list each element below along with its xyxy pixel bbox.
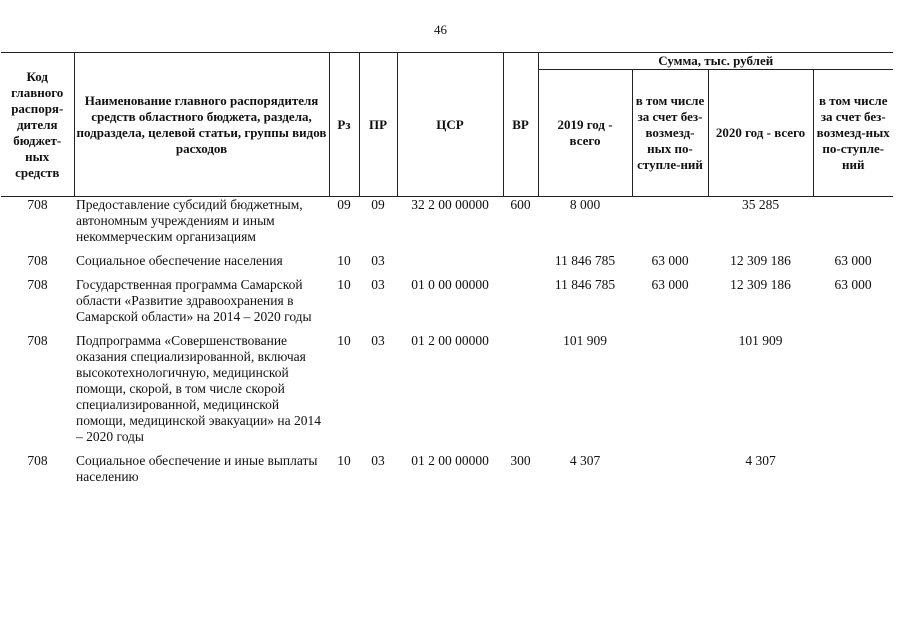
cell-2019-total: 8 000 (569, 197, 601, 212)
budget-table (1, 52, 893, 485)
table-row (1, 333, 893, 445)
cell-2019-total: 11 846 785 (554, 277, 616, 292)
header-name: Наименование главного распорядителя средств областного бюджета, раздела, подраздела, целевой статьи, группы видов расходов (74, 53, 329, 197)
cell-csr: 01 2 00 00000 (411, 333, 489, 348)
cell-name: Государственная программа Самарской области «Развитие здравоохранения в Самарской области» на 2014 – 2020 годы (76, 277, 312, 324)
cell-2020-free (813, 453, 893, 485)
cell-2019-total: 101 909 (563, 333, 607, 348)
cell-vr: 300 (510, 453, 531, 468)
cell-code: 708 (27, 277, 48, 292)
cell-vr (503, 333, 538, 445)
page-number: 46 (434, 22, 447, 37)
cell-csr: 01 2 00 00000 (411, 453, 489, 468)
cell-name: Предоставление субсидий бюджетным, автономным учреждениям и иным некоммерческим организациям (76, 197, 303, 244)
cell-code: 708 (27, 333, 48, 348)
cell-2019-total: 4 307 (569, 453, 601, 468)
cell-pr: 09 (371, 197, 385, 212)
cell-2020-free (813, 333, 893, 445)
cell-code: 708 (27, 453, 48, 468)
header-vr: ВР (503, 53, 538, 197)
cell-2020-total: 4 307 (745, 453, 776, 468)
cell-code: 708 (27, 197, 48, 212)
cell-rz: 10 (337, 453, 351, 468)
cell-csr (397, 253, 503, 269)
cell-2019-free: 63 000 (651, 277, 689, 292)
table-row (1, 453, 893, 485)
cell-rz: 09 (337, 197, 351, 212)
cell-pr: 03 (371, 277, 385, 292)
table-row (1, 197, 893, 246)
cell-pr: 03 (371, 253, 385, 268)
header-2020-total: 2020 год - всего (708, 70, 813, 197)
header-rz: Рз (329, 53, 359, 197)
cell-2020-total: 101 909 (738, 333, 783, 348)
header-2020-free: в том числе за счет без-возмезд-ных по-ступле-ний (813, 70, 893, 197)
header-code: Код главного распоря-дителя бюджет-ных средств (1, 53, 74, 197)
table-row (1, 253, 893, 269)
cell-2020-free: 63 000 (834, 277, 872, 292)
header-sum-group: Сумма, тыс. рублей (538, 53, 893, 70)
cell-name: Подпрограмма «Совершенствование оказания специализированной, включая высокотехнологичную, медицинской помощи, скорой, в том числе скорой специализированной, медицинской помощи, медицинской эвакуации» на 2014 – 2020 годы (76, 333, 322, 444)
table-row (1, 277, 893, 325)
cell-rz: 10 (337, 277, 351, 292)
table-body (1, 197, 893, 486)
cell-pr: 03 (371, 333, 385, 348)
header-pr: ПР (359, 53, 397, 197)
cell-vr: 600 (510, 197, 531, 212)
cell-vr (503, 253, 538, 269)
cell-name: Социальное обеспечение и иные выплаты населению (76, 453, 318, 484)
cell-2020-free: 63 000 (834, 253, 872, 268)
cell-2020-total: 35 285 (741, 197, 780, 212)
header-csr: ЦСР (397, 53, 503, 197)
cell-2020-total: 12 309 186 (730, 277, 791, 292)
cell-rz: 10 (337, 333, 351, 348)
cell-2019-free (632, 333, 708, 445)
cell-pr: 03 (371, 453, 385, 468)
cell-csr: 32 2 00 00000 (411, 197, 489, 212)
cell-vr (503, 277, 538, 325)
cell-rz: 10 (337, 253, 351, 268)
cell-2019-total: 11 846 785 (554, 253, 616, 268)
cell-2019-free (632, 197, 708, 246)
cell-code: 708 (27, 253, 48, 268)
cell-csr: 01 0 00 00000 (411, 277, 489, 292)
header-2019-free: в том числе за счет без-возмезд-ных по-ступле-ний (632, 70, 708, 197)
cell-2020-total: 12 309 186 (730, 253, 791, 268)
header-2019-total: 2019 год - всего (538, 70, 632, 197)
cell-2020-free (813, 197, 893, 246)
cell-2019-free: 63 000 (651, 253, 689, 268)
cell-2019-free (632, 453, 708, 485)
cell-name: Социальное обеспечение населения (76, 253, 283, 268)
table-header (1, 53, 893, 197)
